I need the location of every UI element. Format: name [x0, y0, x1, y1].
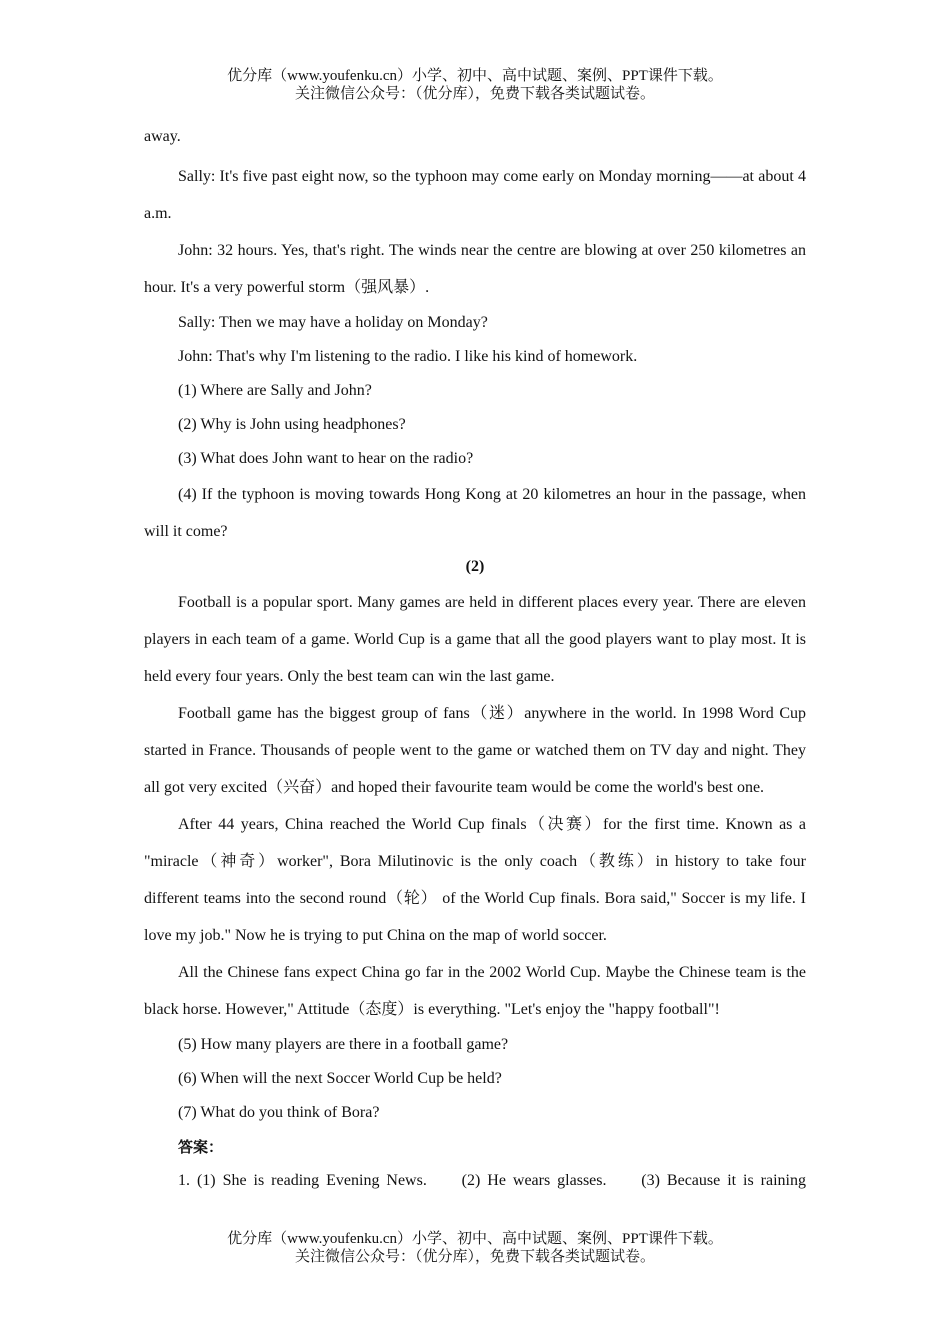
passage1-fragment: away. — [144, 128, 181, 145]
passage2-paragraph-4: All the Chinese fans expect China go far in the 2002 World Cup. Maybe the Chinese team is the black horse. However," Attitude（态度）is everything. "Let's enjoy the "happy football"! — [144, 964, 806, 1018]
passage2-paragraph-2: Football game has the biggest group of fans（迷）anywhere in the world. In 1998 Word Cup started in France. Thousands of people went to the game or watched them on TV day and night. They all got very excited（兴奋）and hoped their favourite team would be come the world's best one. — [144, 705, 806, 796]
header-line-2: 关注微信公众号：（优分库），免费下载各类试题试卷。 — [294, 86, 655, 102]
dialogue-sally-1: Sally: It's five past eight now, so the typhoon may come early on Monday morning——at about 4 a.m. — [144, 168, 806, 222]
question-1: (1) Where are Sally and John? — [178, 382, 372, 399]
passage2-title: (2) — [465, 558, 485, 575]
question-4: (4) If the typhoon is moving towards Hong Kong at 20 kilometres an hour in the passage, when will it come? — [144, 486, 806, 540]
header-line-1: 优分库（www.youfenku.cn）小学、初中、高中试题、案例、PPT课件下载。 — [227, 68, 723, 84]
footer-line-1: 优分库（www.youfenku.cn）小学、初中、高中试题、案例、PPT课件下载。 — [227, 1231, 723, 1247]
question-6: (6) When will the next Soccer World Cup be held? — [178, 1070, 502, 1087]
dialogue-sally-2: Sally: Then we may have a holiday on Monday? — [178, 314, 488, 331]
passage2-paragraph-3: After 44 years, China reached the World Cup finals（决赛）for the first time. Known as a "miracle（神奇）worker", Bora Milutinovic is the only coach（教练）in history to take four different teams into the second round（轮） of the World Cup finals. Bora said," Soccer is my life. I love my job." Now he is trying to put China on the map of world soccer. — [144, 816, 806, 944]
document-body — [144, 124, 806, 1198]
question-3: (3) What does John want to hear on the radio? — [178, 450, 474, 467]
page-header — [0, 67, 950, 103]
dialogue-john-1: John: 32 hours. Yes, that's right. The winds near the centre are blowing at over 250 kilometres an hour. It's a very powerful storm（强风暴）. — [144, 242, 806, 296]
question-5: (5) How many players are there in a football game? — [178, 1036, 509, 1053]
answers-label: 答案： — [178, 1138, 224, 1156]
question-7: (7) What do you think of Bora? — [178, 1104, 380, 1121]
dialogue-john-2: John: That's why I'm listening to the radio. I like his kind of homework. — [178, 348, 638, 365]
question-2: (2) Why is John using headphones? — [178, 416, 406, 433]
answer-line-1: 1. (1) She is reading Evening News. (2) He wears glasses. (3) Because it is raining — [178, 1172, 806, 1189]
passage2-paragraph-1: Football is a popular sport. Many games are held in different places every year. There are eleven players in each team of a game. World Cup is a game that all the good players want to play most. It is held every four years. Only the best team can win the last game. — [144, 594, 806, 685]
page-footer — [0, 1230, 950, 1266]
footer-line-2: 关注微信公众号：（优分库），免费下载各类试题试卷。 — [294, 1249, 655, 1265]
